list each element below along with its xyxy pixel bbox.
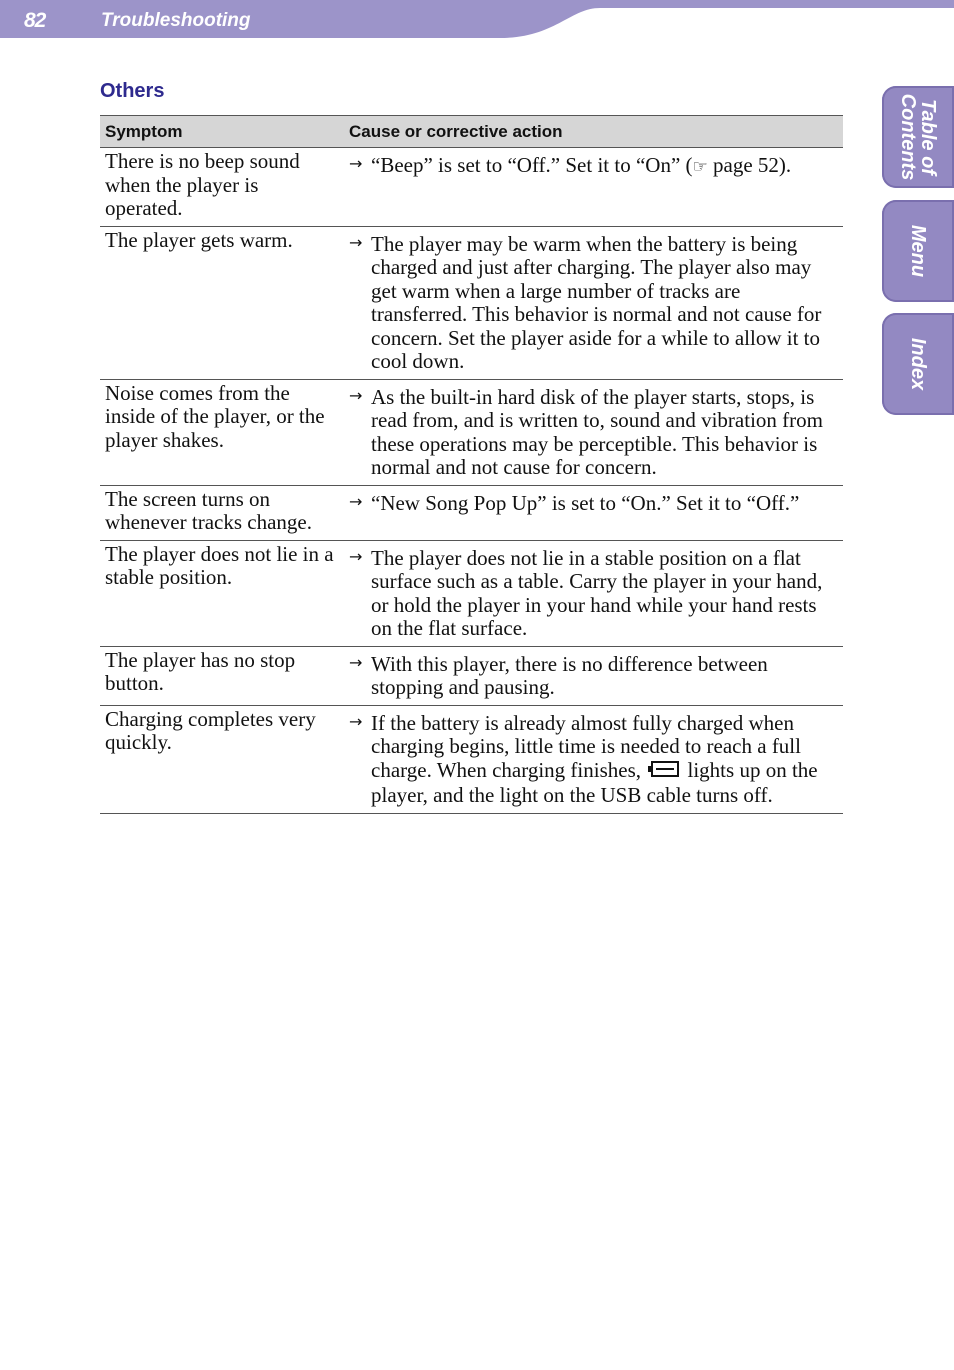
column-header-symptom: Symptom: [100, 116, 344, 148]
tab-menu-label: Menu: [907, 224, 929, 278]
arrow-icon: →: [349, 711, 363, 731]
tab-table-of-contents[interactable]: [882, 86, 954, 188]
table-header-row: [100, 116, 843, 148]
page-header: [0, 0, 954, 40]
action-text: With this player, there is no difference between stopping and pausing.: [371, 651, 768, 699]
section-title: Others: [100, 80, 165, 102]
tab-menu[interactable]: [882, 200, 954, 302]
arrow-icon: →: [349, 154, 363, 173]
arrow-icon: →: [349, 385, 363, 405]
page-reference-hand-icon: ☞: [692, 157, 708, 177]
action-text: If the battery is already almost fully charged when charging begins, little time is needed to reach a full charge. When charging finishes,: [371, 710, 801, 782]
tab-index-label: Index: [907, 337, 929, 391]
action-cell: [344, 705, 843, 813]
action-cell: [344, 646, 843, 705]
troubleshooting-table: [100, 115, 843, 814]
action-text: The player does not lie in a stable position on a flat surface such as a table. Carry the player in your hand, or hold the player in your hand while your hand rests on the flat surface.: [371, 545, 823, 640]
action-cell: [344, 226, 843, 379]
table-row: [100, 540, 843, 646]
symptom-cell: Noise comes from the inside of the player, or the player shakes.: [100, 379, 344, 485]
action-cell: [344, 540, 843, 646]
action-text-page-ref[interactable]: page 52).: [707, 153, 792, 177]
action-text: As the built-in hard disk of the player starts, stops, is read from, and is written to, sound and vibration from these operations may be perceptible. This behavior is normal and not cause for concern.: [371, 384, 823, 479]
table-row: [100, 485, 843, 540]
table-row: [100, 646, 843, 705]
symptom-cell: The player gets warm.: [100, 226, 344, 379]
tab-table-of-contents-label: Table of Contents: [897, 93, 939, 181]
header-title: Troubleshooting: [101, 10, 251, 31]
action-text: “Beep” is set to “Off.” Set it to “On” (: [371, 153, 693, 177]
symptom-cell: Charging completes very quickly.: [100, 705, 344, 813]
action-cell: [344, 148, 843, 227]
symptom-cell: The player has no stop button.: [100, 646, 344, 705]
action-cell: [344, 379, 843, 485]
arrow-icon: →: [349, 652, 363, 672]
page-number: 82: [24, 9, 46, 32]
column-header-action: Cause or corrective action: [344, 116, 843, 148]
action-cell: [344, 485, 843, 540]
table-row: [100, 379, 843, 485]
table-row: [100, 705, 843, 813]
arrow-icon: →: [349, 491, 363, 511]
action-text: “New Song Pop Up” is set to “On.” Set it to “Off.”: [371, 490, 800, 515]
action-text-continued: lights up on the player, and the light on the USB cable turns off.: [371, 757, 818, 808]
battery-icon: [646, 759, 682, 785]
table-row: [100, 226, 843, 379]
action-text: The player may be warm when the battery is being charged and just after charging. The player also may get warm when a large number of tracks are transferred. This behavior is normal and not cause for concern. Set the player aside for a while to allow it to cool down.: [371, 231, 822, 373]
symptom-cell: The screen turns on whenever tracks change.: [100, 485, 344, 540]
symptom-cell: There is no beep sound when the player is operated.: [100, 148, 344, 227]
arrow-icon: →: [349, 232, 363, 252]
arrow-icon: →: [349, 546, 363, 566]
tab-index[interactable]: [882, 313, 954, 415]
table-row: [100, 148, 843, 227]
symptom-cell: The player does not lie in a stable position.: [100, 540, 344, 646]
